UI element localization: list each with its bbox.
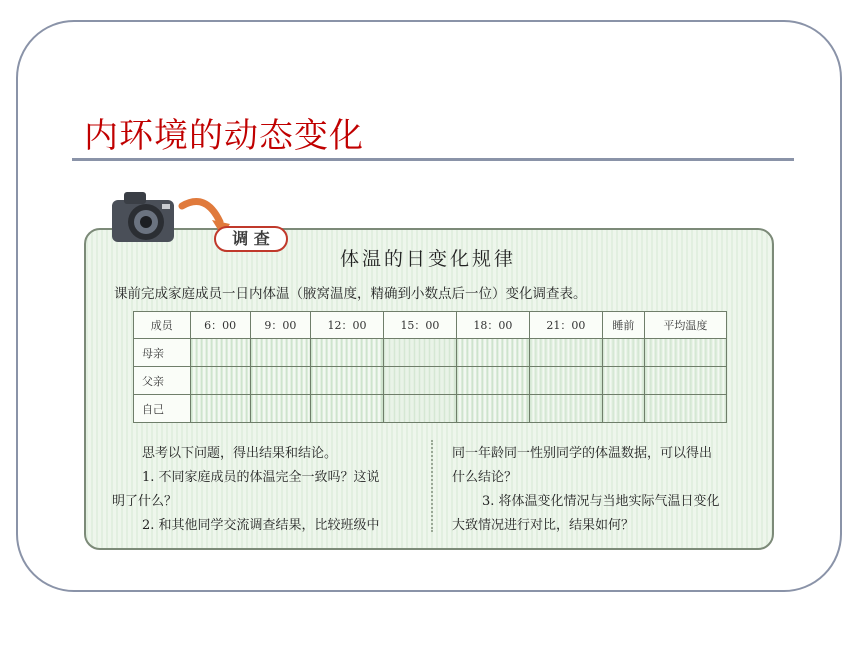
table-header-cell: 6：00	[190, 312, 250, 339]
table-header-row	[134, 312, 727, 339]
table-cell	[310, 367, 383, 395]
table-cell	[456, 339, 529, 367]
table-header-cell: 18：00	[456, 312, 529, 339]
table-header-cell: 21：00	[529, 312, 602, 339]
table-cell	[529, 367, 602, 395]
question-2-end: 什么结论？	[452, 470, 518, 485]
table-cell	[456, 395, 529, 423]
table-cell	[250, 395, 310, 423]
temperature-table	[133, 311, 727, 423]
table-cell	[644, 395, 726, 423]
question-3-continued: 大致情况进行对比，结果如何？	[452, 518, 635, 533]
table-cell	[190, 395, 250, 423]
table-cell	[602, 339, 644, 367]
table-row-label: 自己	[134, 395, 191, 423]
table-header-cell: 睡前	[602, 312, 644, 339]
table-row-label: 母亲	[134, 339, 191, 367]
question-1: 1. 不同家庭成员的体温完全一致吗？这说	[142, 470, 380, 485]
table-cell	[383, 395, 456, 423]
survey-title: 体温的日变化规律	[340, 248, 517, 270]
table-cell	[383, 367, 456, 395]
survey-intro: 课前完成家庭成员一日内体温（腋窝温度，精确到小数点后一位）变化调查表。	[114, 286, 587, 302]
table-cell	[456, 367, 529, 395]
camera-icon	[108, 186, 186, 248]
table-cell	[529, 395, 602, 423]
table-header-cell: 成员	[134, 312, 191, 339]
table-cell	[529, 339, 602, 367]
table-cell	[190, 367, 250, 395]
table-cell	[602, 367, 644, 395]
survey-tag: 调 查	[214, 226, 288, 252]
question-intro: 思考以下问题，得出结果和结论。	[142, 446, 338, 461]
question-2: 2. 和其他同学交流调查结果，比较班级中	[142, 518, 380, 533]
table-cell	[190, 339, 250, 367]
questions-left-column	[112, 442, 424, 538]
table-cell	[250, 367, 310, 395]
table-cell	[383, 339, 456, 367]
table-row	[134, 339, 727, 367]
table-row-label: 父亲	[134, 367, 191, 395]
table-row	[134, 367, 727, 395]
table-cell	[310, 339, 383, 367]
column-divider	[431, 440, 433, 532]
table-cell	[250, 339, 310, 367]
table-row	[134, 395, 727, 423]
question-1-continued: 明了什么？	[112, 494, 178, 509]
table-header-cell: 平均温度	[644, 312, 726, 339]
table-cell	[644, 339, 726, 367]
table-cell	[644, 367, 726, 395]
slide-title: 内环境的动态变化	[84, 116, 364, 156]
table-cell	[310, 395, 383, 423]
question-2-continued: 同一年龄同一性别同学的体温数据，可以得出	[452, 446, 713, 461]
table-header-cell: 9：00	[250, 312, 310, 339]
question-3: 3. 将体温变化情况与当地实际气温日变化	[482, 494, 720, 509]
table-header-cell: 12：00	[310, 312, 383, 339]
table-cell	[602, 395, 644, 423]
table-header-cell: 15：00	[383, 312, 456, 339]
title-underline	[72, 158, 794, 161]
questions-right-column	[452, 442, 754, 538]
